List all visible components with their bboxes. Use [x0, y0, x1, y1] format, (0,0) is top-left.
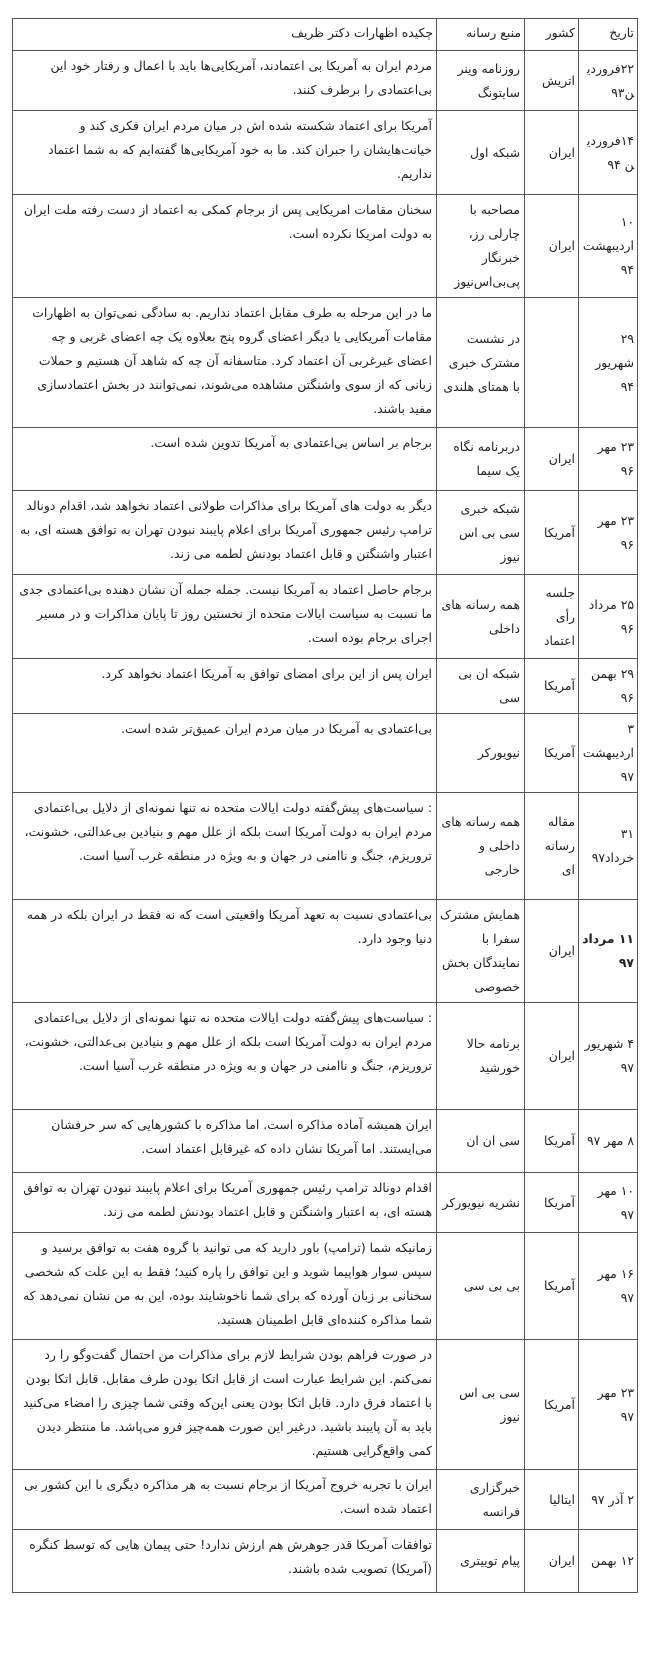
table-row	[13, 575, 638, 659]
cell-date: ۱۰ اردیبهشت ۹۴	[579, 195, 638, 298]
cell-source: خبرگزاری فرانسه	[437, 1470, 525, 1530]
cell-summary: برجام بر اساس بی‌اعتمادی به آمریکا تدوین شده است.	[13, 428, 437, 491]
cell-summary: ایران همیشه آماده مذاکره است. اما مذاکره با کشورهایی که سر حرفشان می‌ایستند. اما آمریکا نشان داده که غیرقابل اعتماد است.	[13, 1110, 437, 1173]
cell-source: نیویورکر	[437, 714, 525, 793]
cell-source: برنامه حالا خورشید	[437, 1003, 525, 1110]
table-row	[13, 714, 638, 793]
cell-summary: آمریکا برای اعتماد شکسته شده اش در میان مردم ایران فکری کند و خیانت‌هایشان را جبران کند. ما به خود آمریکایی‌ها گفته‌ایم که به شما اعتماد نداریم.	[13, 111, 437, 195]
table-row	[13, 195, 638, 298]
cell-summary: ما در این مرحله به طرف مقابل اعتماد نداریم. به سادگی نمی‌توان به اظهارات مقامات آمریکایی یا دیگر اعضای گروه پنج بعلاوه یک چه اعضای غربی و چه اعضای غیرغربی آن اعتماد کرد. متاسفانه آن چه که شاهد آن هستیم و حملات زبانی که از سوی واشنگتن مشاهده می‌شوند، نمی‌توانند در بخش اعتمادسازی مفید باشند.	[13, 298, 437, 428]
cell-source: روزنامه وینر سایتونگ	[437, 51, 525, 111]
cell-country	[525, 298, 579, 428]
table-row	[13, 900, 638, 1003]
table-row	[13, 659, 638, 714]
cell-date: ۲۹ بهمن ۹۶	[579, 659, 638, 714]
cell-country: آمریکا	[525, 491, 579, 575]
cell-summary: توافقات آمریکا قدر جوهرش هم ارزش ندارد! حتی پیمان هایی که توسط کنگره (آمریکا) تصویب شده باشند.	[13, 1530, 437, 1593]
cell-source: همایش مشترک سفرا با نمایندگان بخش خصوصی	[437, 900, 525, 1003]
table-row	[13, 1340, 638, 1470]
cell-summary: ایران با تجربه خروج آمریکا از برجام نسبت به هر مذاکره دیگری با این کشور بی اعتماد شده است.	[13, 1470, 437, 1530]
cell-country: جلسه رأی اعتماد	[525, 575, 579, 659]
cell-country: آمریکا	[525, 1233, 579, 1340]
cell-source: شبکه ان بی سی	[437, 659, 525, 714]
cell-country: اتریش	[525, 51, 579, 111]
cell-country: آمریکا	[525, 1173, 579, 1233]
table-row	[13, 51, 638, 111]
cell-date: ۱۲ بهمن	[579, 1530, 638, 1593]
cell-source: دربرنامه نگاه یک سیما	[437, 428, 525, 491]
cell-source: شبکه اول	[437, 111, 525, 195]
table-row	[13, 793, 638, 900]
cell-country: ایتالیا	[525, 1470, 579, 1530]
table-row	[13, 1173, 638, 1233]
header-date: تاریخ	[579, 19, 638, 51]
header-summary: چکیده اظهارات دکتر ظریف	[13, 19, 437, 51]
cell-country: آمریکا	[525, 1340, 579, 1470]
cell-date: ۱۱ مرداد ۹۷	[579, 900, 638, 1003]
cell-date: ۲۳ مهر ۹۶	[579, 428, 638, 491]
cell-date: ۲۳ مهر ۹۷	[579, 1340, 638, 1470]
cell-date: ۲۳ مهر ۹۶	[579, 491, 638, 575]
cell-source: در نشست مشترک خبری با همتای هلندی	[437, 298, 525, 428]
cell-country: ایران	[525, 428, 579, 491]
cell-date: ۲۲فروردین۹۳	[579, 51, 638, 111]
cell-source: بی بی سی	[437, 1233, 525, 1340]
cell-source: پیام توییتری	[437, 1530, 525, 1593]
statements-table	[12, 18, 638, 1593]
cell-source: شبکه خبری سی بی اس نیوز	[437, 491, 525, 575]
cell-source: همه رسانه های داخلی و خارجی	[437, 793, 525, 900]
table-body	[13, 51, 638, 1593]
cell-summary: سخنان مقامات امریکایی پس از برجام کمکی به اعتماد از دست رفته ملت ایران به دولت امریکا نکرده است.	[13, 195, 437, 298]
cell-date: ۲۵ مرداد ۹۶	[579, 575, 638, 659]
document-page	[12, 18, 637, 1593]
cell-country: ایران	[525, 1530, 579, 1593]
cell-country: آمریکا	[525, 1110, 579, 1173]
cell-date: ۳ اردیبهشت ۹۷	[579, 714, 638, 793]
table-row	[13, 1233, 638, 1340]
cell-summary: دیگر به دولت های آمریکا برای مذاکرات طولانی اعتماد نخواهد شد، اقدام دونالد ترامپ رئیس جمهوری آمریکا برای اعلام پایبند نبودن تهران به توافق هسته ای، به اعتبار واشنگتن و قابل اعتماد بودنش لطمه می زند.	[13, 491, 437, 575]
header-country: کشور	[525, 19, 579, 51]
table-row	[13, 1470, 638, 1530]
cell-summary: اقدام دونالد ترامپ رئیس جمهوری آمریکا برای اعلام پایبند نبودن تهران به توافق هسته ای، به اعتبار واشنگتن و قابل اعتماد بودنش لطمه می زند.	[13, 1173, 437, 1233]
cell-summary: برجام حاصل اعتماد به آمریکا نیست. جمله جمله آن نشان دهنده بی‌اعتمادی جدی ما نسبت به سیاست ایالات متحده از نخستین روز تا پایان مذاکرات و در مسیر اجرای برجام بوده است.	[13, 575, 437, 659]
cell-date: ۱۰ مهر ۹۷	[579, 1173, 638, 1233]
cell-country: ایران	[525, 195, 579, 298]
table-row	[13, 1530, 638, 1593]
cell-source: سی بی اس نیوز	[437, 1340, 525, 1470]
cell-summary: مردم ایران به آمریکا بی اعتمادند، آمریکایی‌ها باید با اعمال و رفتار خود این بی‌اعتمادی را برطرف کنند.	[13, 51, 437, 111]
cell-date: ۳۱ خرداد۹۷	[579, 793, 638, 900]
cell-summary: در صورت فراهم بودن شرایط لازم برای مذاکرات من احتمال گفت‌وگو را رد نمی‌کنم. این شرایط عبارت است از قابل اتکا بودن طرف مقابل. قابل اتکا بودن با اعتماد فرق دارد. قابل اتکا بودن یعنی این‌که وقتی شما چیزی را امضاء می‌کنید باید به آن پایبند باشید. درغیر این صورت همه‌چیز فرو می‌پاشد. ما منتظر دیدن کمی واقع‌گرایی هستیم.	[13, 1340, 437, 1470]
table-header-row	[13, 19, 638, 51]
cell-country: ایران	[525, 1003, 579, 1110]
cell-date: ۲ آذر ۹۷	[579, 1470, 638, 1530]
cell-source: نشریه نیویورکر	[437, 1173, 525, 1233]
cell-source: همه رسانه های داخلی	[437, 575, 525, 659]
cell-summary: بی‌اعتمادی به آمریکا در میان مردم ایران عمیق‌تر شده است.	[13, 714, 437, 793]
header-source: منبع رسانه	[437, 19, 525, 51]
cell-country: ایران	[525, 900, 579, 1003]
table-row	[13, 491, 638, 575]
table-row	[13, 428, 638, 491]
cell-source: سی ان ان	[437, 1110, 525, 1173]
cell-summary: : سیاست‌های پیش‌گفته دولت ایالات متحده نه تنها نمونه‌ای از دلایل بی‌اعتمادی مردم ایران به دولت آمریکا است بلکه از علل مهم و بنیادین بی‌عدالتی، خشونت، تروریزم، جنگ و ناامنی در جهان و به ویژه در منطقه غرب آسیا است.	[13, 1003, 437, 1110]
cell-summary: بی‌اعتمادی نسبت به تعهد آمریکا واقعیتی است که نه فقط در ایران بلکه در همه دنیا وجود دارد.	[13, 900, 437, 1003]
cell-country: ایران	[525, 111, 579, 195]
cell-country: آمریکا	[525, 714, 579, 793]
cell-date: ۱۴فروردین ۹۴	[579, 111, 638, 195]
cell-country: مقاله رسانه ای	[525, 793, 579, 900]
table-row	[13, 1003, 638, 1110]
cell-date: ۴ شهریور ۹۷	[579, 1003, 638, 1110]
table-row	[13, 298, 638, 428]
cell-summary: : سیاست‌های پیش‌گفته دولت ایالات متحده نه تنها نمونه‌ای از دلایل بی‌اعتمادی مردم ایران به دولت آمریکا است بلکه از علل مهم و بنیادین بی‌عدالتی، خشونت، تروریزم، جنگ و ناامنی در جهان و به ویژه در منطقه غرب آسیا است.	[13, 793, 437, 900]
cell-date: ۲۹ شهریور ۹۴	[579, 298, 638, 428]
cell-date: ۱۶ مهر ۹۷	[579, 1233, 638, 1340]
table-row	[13, 111, 638, 195]
cell-summary: ایران پس از این برای امضای توافق به آمریکا اعتماد نخواهد کرد.	[13, 659, 437, 714]
cell-summary: زمانیکه شما (ترامپ) باور دارید که می توانید با گروه هفت به توافق برسید و سپس سوار هواپیما شوید و این توافق را پاره کنید؛ فقط به این علت که شخصی سخنانی بر زبان آورده که برای شما ناخوشایند بوده، این به من نشان نمی‌دهد که شما مذاکره کننده‌ای قابل اطمینان هستید.	[13, 1233, 437, 1340]
cell-country: آمریکا	[525, 659, 579, 714]
cell-date: ۸ مهر ۹۷	[579, 1110, 638, 1173]
table-row	[13, 1110, 638, 1173]
cell-source: مصاحبه با چارلی رز، خبرنگار پی‌بی‌اس‌نیوز	[437, 195, 525, 298]
